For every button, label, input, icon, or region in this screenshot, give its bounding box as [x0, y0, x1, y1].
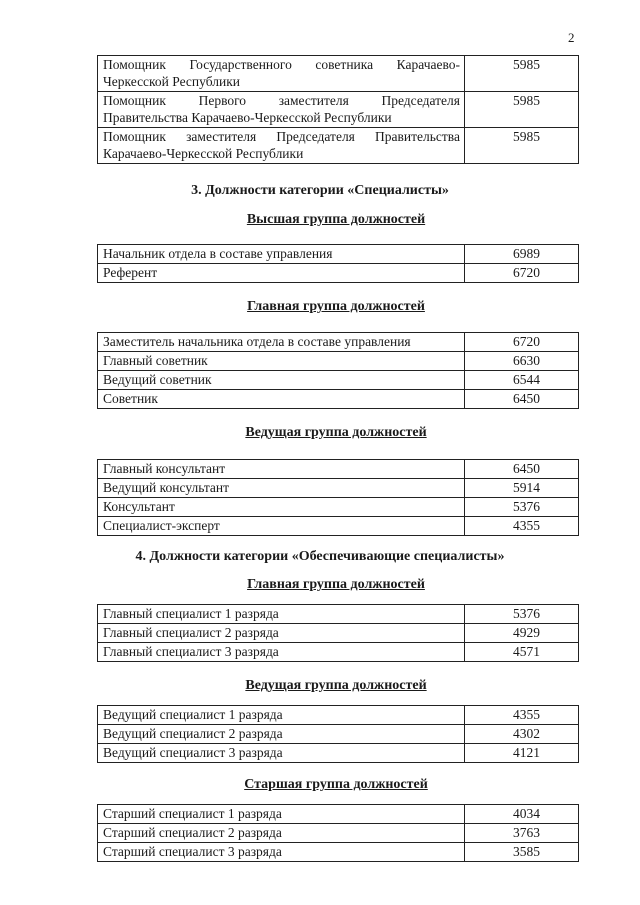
salary-value: 6450 [465, 460, 579, 479]
table-row [98, 333, 579, 352]
table-row [98, 624, 579, 643]
table-row [98, 460, 579, 479]
position-name: Главный специалист 1 разряда [98, 605, 465, 624]
senior-support-group-table [97, 804, 579, 862]
position-name: Советник [98, 390, 465, 409]
leading-group-table [97, 459, 579, 536]
position-name: Помощник заместителя Председателя Правительства Карачаево-Черкесской Республики [98, 128, 465, 164]
position-name: Специалист-эксперт [98, 517, 465, 536]
table-row [98, 352, 579, 371]
table-row [98, 805, 579, 824]
salary-value: 3763 [465, 824, 579, 843]
highest-group-table [97, 244, 579, 283]
group-heading-leading-support: Ведущая группа должностей [245, 678, 427, 693]
table-row [98, 517, 579, 536]
salary-value: 5914 [465, 479, 579, 498]
position-name: Старший специалист 3 разряда [98, 843, 465, 862]
top-positions-table [97, 55, 579, 164]
table-row [98, 605, 579, 624]
position-name: Главный консультант [98, 460, 465, 479]
salary-value: 4302 [465, 725, 579, 744]
table-row [98, 824, 579, 843]
table-row [98, 498, 579, 517]
position-name: Помощник Государственного советника Карачаево-Черкесской Республики [98, 56, 465, 92]
position-name: Помощник Первого заместителя Председателя Правительства Карачаево-Черкесской Республики [98, 92, 465, 128]
table-row [98, 744, 579, 763]
table-row [98, 56, 579, 92]
group-heading-highest: Высшая группа должностей [246, 212, 426, 227]
salary-value: 5985 [465, 128, 579, 164]
group-heading-main-support: Главная группа должностей [247, 577, 425, 592]
table-row [98, 264, 579, 283]
group-heading-senior-support: Старшая группа должностей [244, 777, 428, 792]
position-name: Ведущий специалист 3 разряда [98, 744, 465, 763]
salary-value: 6720 [465, 264, 579, 283]
position-name: Старший специалист 2 разряда [98, 824, 465, 843]
position-name: Референт [98, 264, 465, 283]
salary-value: 4355 [465, 706, 579, 725]
position-name: Консультант [98, 498, 465, 517]
section-4-title: 4. Должности категории «Обеспечивающие специалисты» [135, 549, 505, 564]
salary-value: 5376 [465, 498, 579, 517]
table-row [98, 706, 579, 725]
position-name: Старший специалист 1 разряда [98, 805, 465, 824]
salary-value: 6450 [465, 390, 579, 409]
salary-value: 4121 [465, 744, 579, 763]
position-name: Начальник отдела в составе управления [98, 245, 465, 264]
main-group-table [97, 332, 579, 409]
table-row [98, 390, 579, 409]
salary-value: 4571 [465, 643, 579, 662]
salary-value: 5985 [465, 56, 579, 92]
salary-value: 4034 [465, 805, 579, 824]
position-name: Главный советник [98, 352, 465, 371]
position-name: Главный специалист 3 разряда [98, 643, 465, 662]
position-name: Ведущий специалист 1 разряда [98, 706, 465, 725]
table-row [98, 725, 579, 744]
table-row [98, 128, 579, 164]
salary-value: 4929 [465, 624, 579, 643]
position-name: Главный специалист 2 разряда [98, 624, 465, 643]
section-3-title: 3. Должности категории «Специалисты» [191, 183, 449, 198]
salary-value: 3585 [465, 843, 579, 862]
page-number: 2 [568, 30, 575, 45]
salary-value: 5376 [465, 605, 579, 624]
main-support-group-table [97, 604, 579, 662]
salary-value: 6544 [465, 371, 579, 390]
table-row [98, 843, 579, 862]
leading-support-group-table [97, 705, 579, 763]
salary-value: 4355 [465, 517, 579, 536]
group-heading-main: Главная группа должностей [247, 299, 425, 314]
table-row [98, 643, 579, 662]
table-row [98, 479, 579, 498]
position-name: Ведущий советник [98, 371, 465, 390]
group-heading-leading: Ведущая группа должностей [245, 425, 427, 440]
table-row [98, 245, 579, 264]
position-name: Ведущий консультант [98, 479, 465, 498]
position-name: Ведущий специалист 2 разряда [98, 725, 465, 744]
salary-value: 5985 [465, 92, 579, 128]
table-row [98, 371, 579, 390]
salary-value: 6989 [465, 245, 579, 264]
salary-value: 6630 [465, 352, 579, 371]
table-row [98, 92, 579, 128]
salary-value: 6720 [465, 333, 579, 352]
position-name: Заместитель начальника отдела в составе управления [98, 333, 465, 352]
